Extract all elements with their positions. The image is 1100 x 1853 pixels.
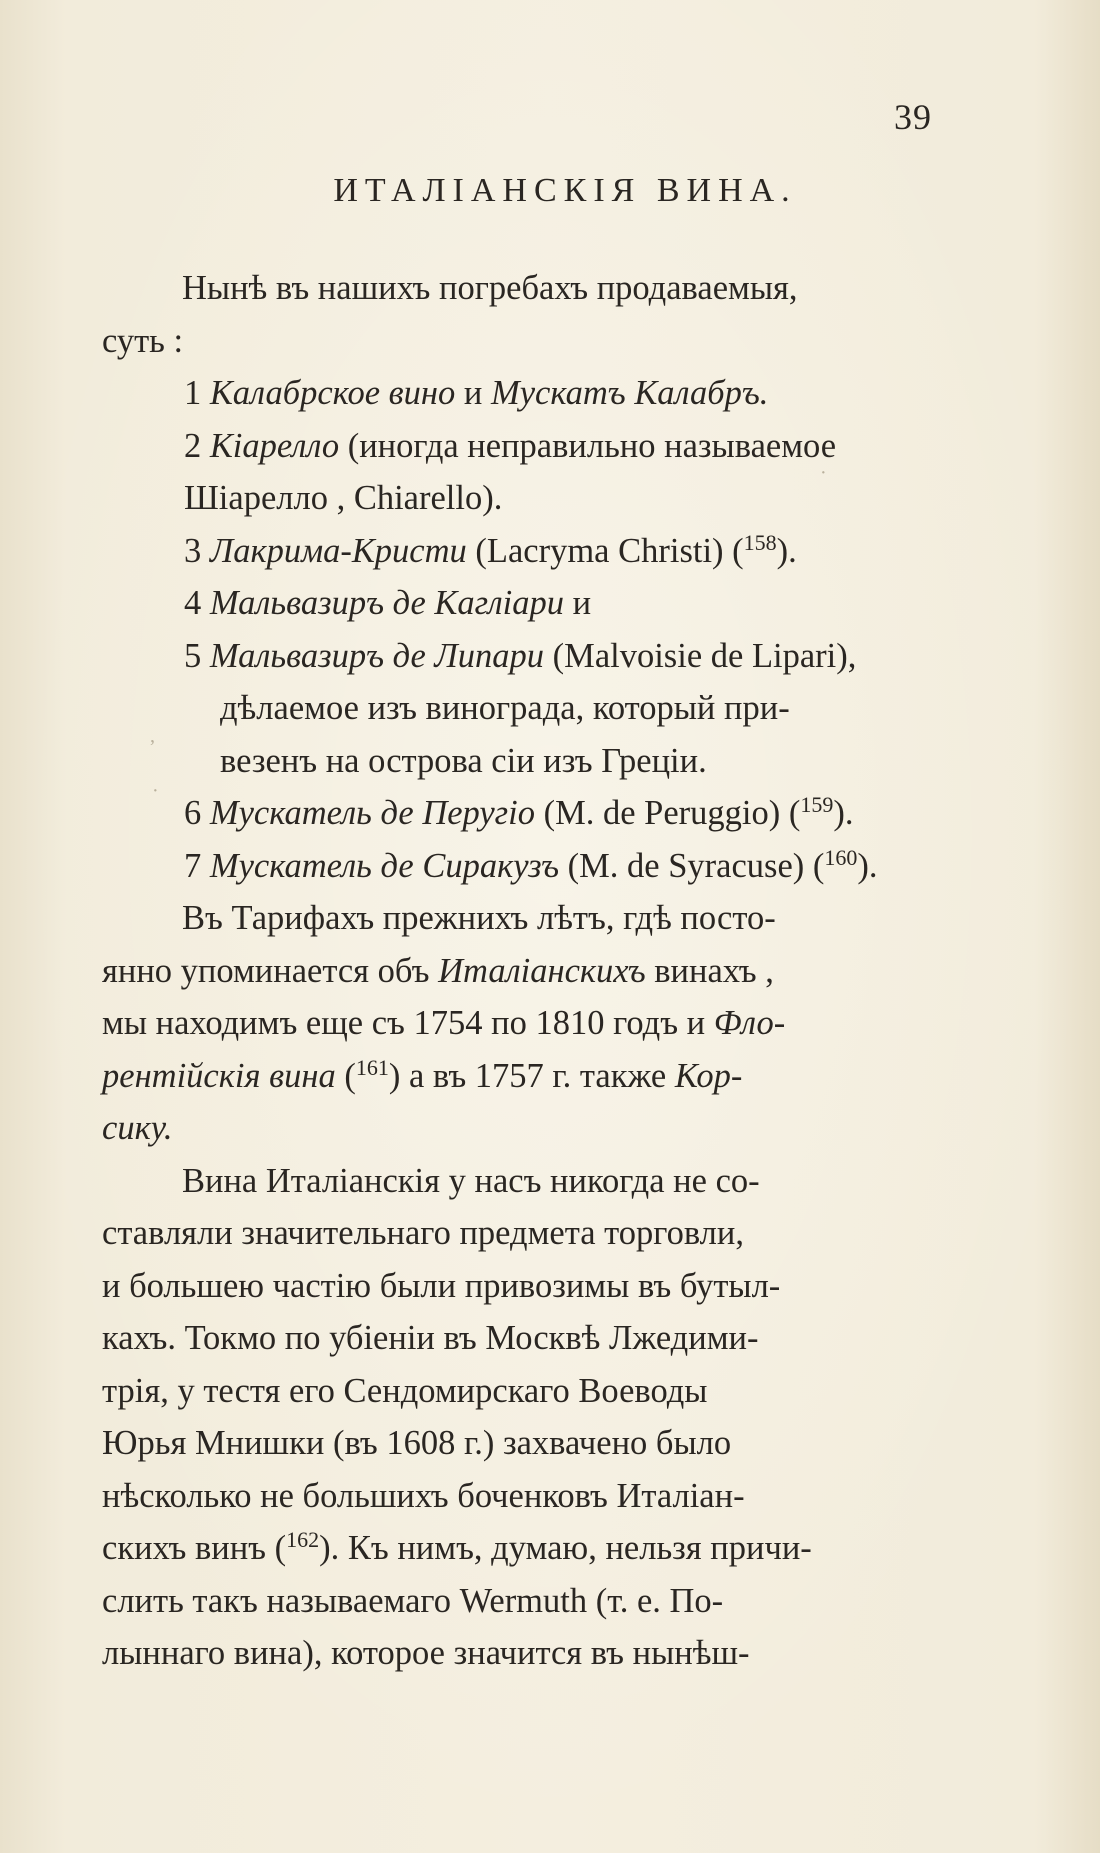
text-span: (иногда неправильно называемое [339, 426, 837, 465]
text-span: Шіарелло , Chiarello). [184, 479, 503, 517]
list-item [102, 840, 932, 893]
intro-line [102, 262, 932, 315]
text-span: трія, у тестя его Сендомирскаго Воеводы [102, 1371, 708, 1410]
italic-term: Кор- [674, 1056, 743, 1095]
text-span: ставляли значительнаго предмета торговли, [102, 1214, 744, 1252]
list-item [102, 787, 932, 840]
paper-speck: · [152, 780, 159, 802]
wine-name: Мускатъ Калабръ. [491, 374, 769, 412]
paper-speck: , [150, 725, 155, 747]
text-span: нѣсколько не большихъ боченковъ Италіан- [102, 1476, 745, 1515]
italic-term: Фло- [713, 1004, 786, 1042]
list-item-continuation [102, 682, 932, 735]
item-number: 3 [184, 531, 202, 570]
list-item [102, 525, 932, 578]
wine-name: Кіарелло [209, 426, 340, 465]
italic-term: Италіанскихъ [438, 951, 646, 990]
text-span: Вина Италіанскія у насъ никогда не со- [182, 1161, 760, 1200]
text-span: Юрья Мнишки (въ 1608 г.) захвачено было [102, 1424, 732, 1462]
italic-term: рентійскія вина [102, 1056, 336, 1095]
text-span: мы находимъ еще съ 1754 по 1810 годъ и [102, 1004, 714, 1042]
footnote-ref: 161 [355, 1054, 389, 1080]
list-item [102, 630, 932, 683]
text-span: (Malvoisie de Lipari), [544, 636, 857, 675]
item-number: 2 [184, 426, 202, 465]
text-span: Въ Тарифахъ прежнихъ лѣтъ, гдѣ посто- [182, 899, 776, 937]
text-span: слить такъ называемаго Wermuth (т. е. По- [102, 1581, 724, 1620]
text-span: (Lacryma Christi) ( [466, 531, 744, 570]
footnote-ref: 159 [800, 792, 834, 817]
paper-speck: · [820, 462, 827, 484]
section-heading: ИТАЛІАНСКІЯ ВИНА. [333, 172, 797, 209]
text-span: (M. de Peruggio) ( [534, 794, 801, 832]
paragraph-line [102, 1312, 932, 1365]
text-span: ). [833, 794, 854, 832]
text-span: и [455, 374, 491, 412]
footnote-ref: 160 [824, 844, 858, 870]
item-number: 1 [184, 374, 202, 412]
item-number: 6 [184, 794, 202, 832]
text-span: скихъ винъ ( [102, 1529, 287, 1567]
text-span: ). Къ нимъ, думаю, нельзя причи- [319, 1529, 812, 1567]
wine-name: Мускатель де Сиракузъ [209, 846, 559, 885]
item-number: 7 [184, 846, 202, 885]
list-item [102, 420, 932, 473]
wine-name: Мальвазиръ де Кагліари [209, 584, 564, 622]
body-text [102, 262, 932, 1680]
list-item [102, 577, 932, 630]
text-span: лыннаго вина), которое значится въ нынѣш- [102, 1634, 750, 1672]
paragraph-line [102, 1627, 932, 1680]
item-number: 5 [184, 636, 202, 675]
item-number: 4 [184, 584, 202, 622]
paragraph-line [102, 1575, 932, 1628]
paragraph-line [102, 997, 932, 1050]
footnote-ref: 162 [286, 1527, 320, 1552]
paragraph-line [102, 892, 932, 945]
paragraph-line [102, 945, 932, 998]
paragraph-line [102, 1155, 932, 1208]
paragraph-line [102, 1260, 932, 1313]
page-number: 39 [894, 97, 932, 137]
text-span: везенъ на острова сіи изъ Греціи. [220, 741, 707, 780]
wine-name: Лакрима-Кристи [209, 531, 467, 570]
text-span: суть : [102, 321, 184, 360]
text-span: янно упоминается объ [102, 951, 439, 990]
paragraph-line [102, 1050, 932, 1103]
text-span: ). [776, 531, 797, 570]
text-span: ( [335, 1056, 356, 1095]
italic-term: сику. [102, 1109, 173, 1147]
intro-line [102, 315, 932, 368]
text-span: кахъ. Токмо по убіеніи въ Москвѣ Лжедими- [102, 1319, 759, 1357]
wine-name: Калабрское вино [209, 374, 456, 412]
paragraph-line [102, 1365, 932, 1418]
list-item-continuation [102, 735, 932, 788]
text-span: и большею частію были привозимы въ бутыл- [102, 1266, 781, 1305]
text-span: ). [857, 846, 878, 885]
paragraph-line [102, 1417, 932, 1470]
text-span: дѣлаемое изъ винограда, который при- [220, 689, 790, 727]
text-span: винахъ , [645, 951, 774, 990]
text-span: ) а въ 1757 г. также [388, 1056, 675, 1095]
wine-name: Мускатель де Перугіо [209, 794, 535, 832]
list-item [102, 367, 932, 420]
paragraph-line [102, 1470, 932, 1523]
footnote-ref: 158 [743, 529, 777, 555]
wine-name: Мальвазиръ де Липари [209, 636, 545, 675]
text-span: (M. de Syracuse) ( [559, 846, 825, 885]
paragraph-line [102, 1102, 932, 1155]
paragraph-line [102, 1522, 932, 1575]
list-item-continuation [102, 472, 932, 525]
text-span: Нынѣ въ нашихъ погребахъ продаваемыя, [182, 269, 798, 307]
paragraph-line [102, 1207, 932, 1260]
text-span: и [563, 584, 592, 622]
